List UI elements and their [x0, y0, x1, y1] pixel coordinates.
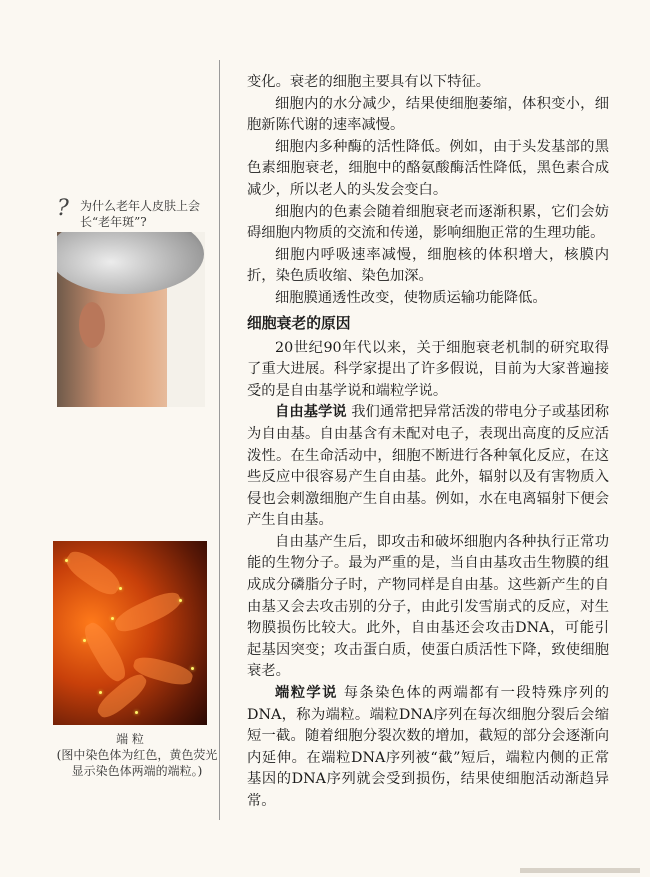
section-heading: 细胞衰老的原因 — [247, 314, 351, 332]
paragraph: 20世纪90年代以来，关于细胞衰老机制的研究取得了重大进展。科学家提出了许多假说，目前为大家普遍接受的是自由基学说和端粒学说。 — [247, 339, 609, 399]
telomere-signal — [99, 691, 102, 694]
paragraph — [247, 402, 609, 532]
chromosome — [112, 587, 185, 637]
paragraph: 细胞内的水分减少，结果使细胞萎缩，体积变小，细胞新陈代谢的速率减慢。 — [247, 95, 609, 134]
paragraph: 细胞膜通透性改变，使物质运输功能降低。 — [275, 289, 547, 306]
free-radical-theory-heading: 自由基学说 — [275, 404, 347, 421]
chromosome — [62, 546, 125, 600]
telomere-micrograph — [53, 541, 207, 725]
paragraph — [247, 683, 609, 813]
figure-caption-title: 端 粒 — [116, 732, 144, 746]
paragraph-body: 每条染色体的两端都有一段特殊序列的DNA，称为端粒。端粒DNA序列在每次细胞分裂后会缩短一截。随着细胞分裂次数的增加，截短的部分会逐渐向内延伸。在端粒DNA序列被“截”短后，端粒内侧的正常基因的DNA序列就会受到损伤，结果使细胞活动渐趋异常。 — [247, 685, 610, 809]
telomere-signal — [179, 599, 182, 602]
figure-caption-body: (图中染色体为红色，黄色荧光显示染色体两端的端粒。) — [56, 748, 218, 778]
main-text — [247, 72, 609, 813]
paragraph: 细胞内呼吸速率减慢，细胞核的体积增大，核膜内折，染色质收缩、染色加深。 — [247, 246, 609, 285]
paragraph: 变化。衰老的细胞主要具有以下特征。 — [247, 74, 491, 90]
paragraph: 细胞内多种酶的活性降低。例如，由于头发基部的黑色素细胞衰老，细胞中的酪氨酸酶活性降低，黑色素合成减少，所以老人的头发会变白。 — [247, 138, 609, 198]
paragraph: 自由基产生后，即攻击和破坏细胞内各种执行正常功能的生物分子。最为严重的是，当自由基攻击生物膜的组成成分磷脂分子时，产物同样是自由基。这些新产生的自由基又会去攻击别的分子，由此引发雪崩式的反应，对生物膜损伤比较大。此外，自由基还会攻击DNA，可能引起基因突变；攻击蛋白质，使蛋白质活性下降，致使细胞衰老。 — [247, 533, 609, 680]
telomere-theory-heading: 端粒学说 — [275, 685, 338, 702]
telomere-signal — [191, 667, 194, 670]
column-divider — [219, 60, 220, 820]
paragraph-body: 我们通常把异常活泼的带电分子或基团称为自由基。自由基含有未配对电子，表现出高度的反应活泼性。在生命活动中，细胞不断进行各种氧化反应，在这些反应中很容易产生自由基。此外，辐射以及有害物质入侵也会刺激细胞产生自由基。例如，水在电离辐射下便会产生自由基。 — [247, 404, 610, 529]
paragraph: 细胞内的色素会随着细胞衰老而逐渐积累，它们会妨碍细胞内物质的交流和传递，影响细胞正常的生理功能。 — [247, 203, 609, 242]
telomere-signal — [65, 559, 68, 562]
ear — [79, 302, 105, 348]
question-icon: ? — [57, 196, 69, 221]
page-footer-bar — [520, 868, 640, 873]
elderly-man-photo — [57, 232, 205, 407]
telomere-signal — [135, 711, 138, 714]
telomere-signal — [111, 617, 114, 620]
telomere-signal — [119, 587, 122, 590]
telomere-signal — [83, 639, 86, 642]
sidebar-question: 为什么老年人皮肤上会长“老年斑”? — [80, 199, 201, 229]
